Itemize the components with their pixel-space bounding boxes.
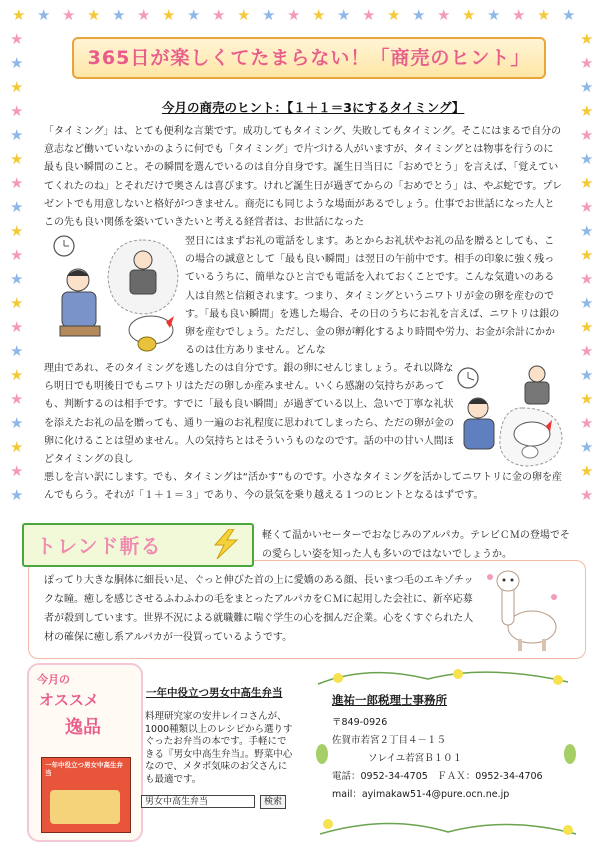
star-icon: ★ xyxy=(262,6,276,24)
phone-chicken-illustration-left xyxy=(48,232,183,357)
star-icon: ★ xyxy=(10,270,24,288)
star-icon: ★ xyxy=(187,6,201,24)
star-icon: ★ xyxy=(10,30,24,48)
section-title: 今月の商売のヒント：【１＋１＝3にするタイミング】 xyxy=(162,100,465,115)
article-paragraph-top: 「タイミング」は、とても便利な言葉です。成功してもタイミング、失敗してもタイミング。そこにはまるで自分の意志など働いていないかのように何でも「タイミング」で片づける人がいますが、タイミングとは物事を行うのに最も良い瞬間のこと。その瞬間を選んでいるのは自分自身です。誕生日当日に「おめでとう」を言えば、「覚えていてくれたのね」とそれだけで奥さんは喜びます。けれど誕生日が過ぎてからの「おめでとう」は、やぶ蛇です。プレゼントでも用意しないと格好がつきません。商売にも同じような場面があるでしょう。仕事でお世話になった人とこの先も良い関係を築いていきたいと考える経営者は、お世話になった xyxy=(44,126,562,229)
star-icon: ★ xyxy=(362,6,376,24)
star-icon: ★ xyxy=(287,6,301,24)
star-icon: ★ xyxy=(10,174,24,192)
trend-banner xyxy=(22,523,254,567)
star-icon: ★ xyxy=(580,366,594,384)
alpaca-illustration xyxy=(482,567,562,653)
star-icon: ★ xyxy=(10,78,24,96)
search-input[interactable]: 男女中高生弁当 xyxy=(141,795,255,808)
star-icon: ★ xyxy=(580,222,594,240)
search-button[interactable]: 検索 xyxy=(260,795,286,809)
star-icon: ★ xyxy=(580,270,594,288)
star-icon: ★ xyxy=(10,294,24,312)
star-icon: ★ xyxy=(212,6,226,24)
star-icon: ★ xyxy=(337,6,351,24)
star-icon: ★ xyxy=(580,150,594,168)
star-icon: ★ xyxy=(387,6,401,24)
star-icon: ★ xyxy=(10,486,24,504)
star-icon: ★ xyxy=(562,6,576,24)
book-cover-caption: 一年中役立つ男女中高生弁当 xyxy=(45,761,123,777)
star-icon: ★ xyxy=(10,54,24,72)
star-icon: ★ xyxy=(112,6,126,24)
star-icon: ★ xyxy=(12,6,26,24)
star-icon: ★ xyxy=(437,6,451,24)
lightning-icon xyxy=(209,529,243,559)
title-banner xyxy=(72,37,546,79)
star-icon: ★ xyxy=(537,6,551,24)
white-egg-icon xyxy=(522,446,538,458)
star-icon: ★ xyxy=(580,462,594,480)
star-icon: ★ xyxy=(580,30,594,48)
star-icon: ★ xyxy=(580,414,594,432)
star-icon: ★ xyxy=(580,390,594,408)
star-icon: ★ xyxy=(87,6,101,24)
book-cover xyxy=(41,757,131,833)
star-icon: ★ xyxy=(312,6,326,24)
office-info xyxy=(332,692,562,804)
star-icon: ★ xyxy=(580,198,594,216)
trend-banner-label: トレンド斬る xyxy=(36,534,162,558)
star-icon: ★ xyxy=(10,438,24,456)
recommend-label-1: 今月の xyxy=(37,673,70,686)
star-icon: ★ xyxy=(10,462,24,480)
star-icon: ★ xyxy=(10,102,24,120)
star-icon: ★ xyxy=(237,6,251,24)
star-icon: ★ xyxy=(580,318,594,336)
banner-title: 365日が楽しくてたまらない！「商売のヒント」 xyxy=(87,47,531,69)
recommend-panel xyxy=(27,663,143,842)
star-icon: ★ xyxy=(10,126,24,144)
recommend-label-3: 逸品 xyxy=(65,717,101,738)
article-paragraph-bottom: 悪しを言い訳にします。でも、タイミングは“活かす”ものです。小さなタイミングを活かしてニワトリに金の卵を産んでもらう。それが「１＋１＝３」であり、今の景気を乗り越える１つのヒントとなるはずです。 xyxy=(44,472,562,502)
star-icon: ★ xyxy=(580,294,594,312)
office-mail: mail：ayimakaw51-4@pure.ocn.ne.jp xyxy=(332,789,510,800)
star-icon: ★ xyxy=(580,246,594,264)
phone-chicken-illustration-right xyxy=(452,362,567,472)
star-icon: ★ xyxy=(580,486,594,504)
star-icon: ★ xyxy=(37,6,51,24)
trend-intro: 軽くて温かいセーターでおなじみのアルパカ。テレビＣＭの登場でその愛らしい姿を知った人も多いのではないでしょうか。 xyxy=(262,530,570,560)
office-name: 進祐一郎税理士事務所 xyxy=(332,693,447,707)
star-icon: ★ xyxy=(580,174,594,192)
star-icon: ★ xyxy=(462,6,476,24)
star-icon: ★ xyxy=(10,150,24,168)
star-icon: ★ xyxy=(10,390,24,408)
star-icon: ★ xyxy=(580,438,594,456)
office-address-1: 佐賀市若宮２丁目４－１５ xyxy=(332,735,447,746)
star-icon: ★ xyxy=(412,6,426,24)
star-icon: ★ xyxy=(10,414,24,432)
office-postal: 〒849-0926 xyxy=(332,717,388,728)
book-description: 料理研究家の安井レイコさんが、1000種類以上のレシピから選りすぐったお弁当の本です。手軽にできる『男女中高生弁当』。野菜中心なので、メタボ気味のお父さんにも最適です。 xyxy=(145,711,293,785)
trend-body: ぽってり大きな胴体に細長い足、ぐっと伸びた首の上に愛嬌のある顔、長いまつ毛のエキゾチックな瞳。癒しを感じさせるふわふわの毛をまとったアルパカをＣＭに起用した会社に、新卒応募者が殺到しています。世界不況による就職難に喘ぐ学生の心を掴んだ企業。心をくすぐられた人材の確保に癒し系アルパカが一役買っているようです。 xyxy=(44,575,474,643)
star-icon: ★ xyxy=(62,6,76,24)
star-icon: ★ xyxy=(580,342,594,360)
office-phone-fax: 電話：0952-34-4705 ＦＡＸ：0952-34-4706 xyxy=(332,771,543,782)
star-icon: ★ xyxy=(10,246,24,264)
star-icon: ★ xyxy=(137,6,151,24)
article-paragraph-mid: 翌日にはまずお礼の電話をします。あとからお礼状やお礼の品を贈るとしても、この場合の誠意として「最も良い瞬間」は翌日の午前中です。相手の印象に強く残っているうちに、簡単なひと言でも電話を入れておくことです。こんな気遣いのある人は自然と信頼されます。つまり、タイミングというニワトリが金の卵を産むのです。「最も良い瞬間」を逃した場合、その日のうちにお礼を言えば、ニワトリは銀の卵を産むでしょう。ただし、金の卵が孵化するより時間や労力、お金が余計にかかるのは仕方ありません。どんな xyxy=(185,236,560,357)
star-icon: ★ xyxy=(487,6,501,24)
star-icon: ★ xyxy=(10,342,24,360)
star-icon: ★ xyxy=(10,366,24,384)
star-icon: ★ xyxy=(512,6,526,24)
bento-image xyxy=(50,790,120,824)
article-paragraph-mid2: 理由であれ、そのタイミングを逃したのは自分です。銀の卵にせんじましょう。それ以降なら明日でも明後日でもニワトリはただの卵しか産みません。いくら感謝の気持ちがあっても、判断するのは相手です。すでに「最も良い瞬間」が過ぎている以上、急いで丁寧な礼状を添えたお礼の品を贈っても、通り一遍のお礼程度に思われてしまったら、ただの卵が金の卵に化けることは望めません。人の気持ちとはそういうものなのです。話の中の甘い人間ほどタイミングの良し xyxy=(44,363,454,466)
recommend-label-2: オススメ xyxy=(39,691,99,709)
golden-egg-icon xyxy=(138,337,156,351)
book-title: 一年中役立つ男女中高生弁当 xyxy=(146,687,283,699)
star-icon: ★ xyxy=(10,198,24,216)
office-address-2: ソレイユ若宮Ｂ１０１ xyxy=(368,753,463,764)
star-icon: ★ xyxy=(10,318,24,336)
star-icon: ★ xyxy=(580,102,594,120)
star-icon: ★ xyxy=(580,126,594,144)
star-icon: ★ xyxy=(162,6,176,24)
star-icon: ★ xyxy=(580,54,594,72)
star-icon: ★ xyxy=(580,78,594,96)
star-icon: ★ xyxy=(10,222,24,240)
